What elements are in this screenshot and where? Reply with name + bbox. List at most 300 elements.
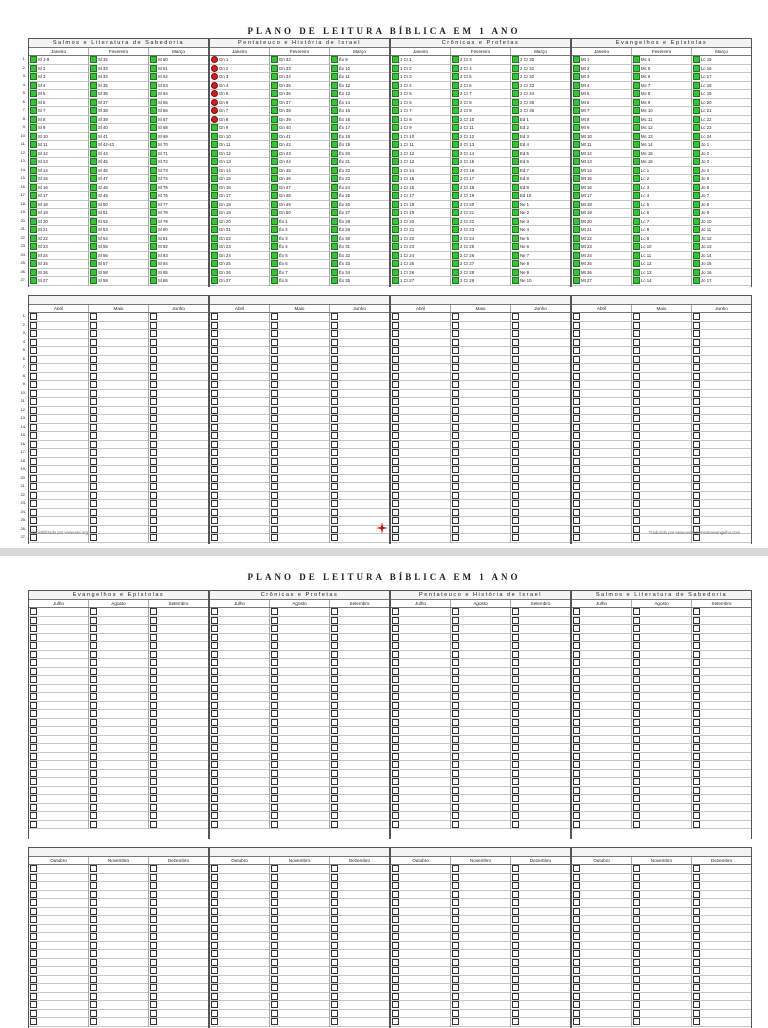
reading-cell[interactable] [210,65,269,74]
reading-cell[interactable] [330,184,389,193]
checkbox-icon[interactable] [573,192,580,199]
reading-cell[interactable] [270,226,329,235]
checkbox-icon[interactable] [452,201,459,208]
reading-cell[interactable] [89,625,148,634]
checkbox-icon[interactable] [512,339,519,346]
reading-cell[interactable] [391,373,450,382]
checkbox-icon[interactable] [331,608,338,615]
reading-cell[interactable] [29,976,88,985]
reading-cell[interactable] [451,770,510,779]
checkbox-icon[interactable] [452,659,459,666]
reading-cell[interactable] [692,821,751,830]
checkbox-icon[interactable] [150,277,157,284]
checkbox-icon[interactable] [452,916,459,923]
reading-cell[interactable] [692,107,751,116]
checkbox-icon[interactable] [392,693,399,700]
checkbox-icon[interactable] [452,804,459,811]
checkbox-icon[interactable] [30,90,37,97]
checkbox-icon[interactable] [331,492,338,499]
checkbox-icon[interactable] [392,209,399,216]
checkbox-icon[interactable] [30,243,37,250]
reading-cell[interactable] [391,339,450,348]
reading-cell[interactable] [29,651,88,660]
checkbox-icon[interactable] [392,184,399,191]
reading-cell[interactable] [572,659,631,668]
reading-cell[interactable] [89,269,148,278]
reading-cell[interactable] [511,753,570,762]
checkbox-icon[interactable] [573,235,580,242]
reading-cell[interactable] [391,184,450,193]
checkbox-icon[interactable] [512,500,519,507]
reading-cell[interactable] [330,107,389,116]
checkbox-icon[interactable] [271,158,278,165]
reading-cell[interactable] [692,617,751,626]
reading-cell[interactable] [89,99,148,108]
reading-cell[interactable] [511,727,570,736]
reading-cell[interactable] [572,269,631,278]
reading-cell[interactable] [330,950,389,959]
reading-cell[interactable] [149,795,208,804]
reading-cell[interactable] [632,277,691,286]
reading-cell[interactable] [632,313,691,322]
checkbox-icon[interactable] [693,659,700,666]
reading-cell[interactable] [29,133,88,142]
reading-cell[interactable] [29,175,88,184]
reading-cell[interactable] [210,347,269,356]
checkbox-icon[interactable] [693,322,700,329]
reading-cell[interactable] [391,441,450,450]
checkbox-icon[interactable] [452,865,459,872]
reading-cell[interactable] [270,347,329,356]
reading-cell[interactable] [330,116,389,125]
reading-cell[interactable] [391,107,450,116]
checkbox-icon[interactable] [150,339,157,346]
reading-cell[interactable] [210,424,269,433]
reading-cell[interactable] [572,976,631,985]
reading-cell[interactable] [330,133,389,142]
checkbox-icon[interactable] [392,959,399,966]
reading-cell[interactable] [270,925,329,934]
checkbox-icon[interactable] [693,218,700,225]
reading-cell[interactable] [451,167,510,176]
reading-cell[interactable] [330,269,389,278]
reading-cell[interactable] [692,381,751,390]
reading-cell[interactable] [89,243,148,252]
checkbox-icon[interactable] [512,175,519,182]
reading-cell[interactable] [391,891,450,900]
reading-cell[interactable] [89,65,148,74]
checkbox-icon[interactable] [211,339,218,346]
checkbox-icon[interactable] [331,693,338,700]
checkbox-icon[interactable] [573,158,580,165]
reading-cell[interactable] [391,492,450,501]
checkbox-icon[interactable] [211,82,218,89]
checkbox-icon[interactable] [512,56,519,63]
reading-cell[interactable] [632,1018,691,1027]
checkbox-icon[interactable] [573,685,580,692]
checkbox-icon[interactable] [573,322,580,329]
checkbox-icon[interactable] [150,133,157,140]
checkbox-icon[interactable] [30,1018,37,1025]
checkbox-icon[interactable] [452,277,459,284]
reading-cell[interactable] [149,959,208,968]
reading-cell[interactable] [632,804,691,813]
reading-cell[interactable] [511,534,570,543]
reading-cell[interactable] [511,1010,570,1019]
reading-cell[interactable] [511,509,570,518]
reading-cell[interactable] [572,882,631,891]
reading-cell[interactable] [451,753,510,762]
reading-cell[interactable] [29,235,88,244]
reading-cell[interactable] [210,908,269,917]
checkbox-icon[interactable] [271,398,278,405]
reading-cell[interactable] [451,218,510,227]
reading-cell[interactable] [29,625,88,634]
checkbox-icon[interactable] [693,702,700,709]
reading-cell[interactable] [572,150,631,159]
reading-cell[interactable] [270,967,329,976]
reading-cell[interactable] [210,959,269,968]
checkbox-icon[interactable] [392,475,399,482]
reading-cell[interactable] [511,167,570,176]
checkbox-icon[interactable] [211,634,218,641]
reading-cell[interactable] [692,608,751,617]
checkbox-icon[interactable] [452,252,459,259]
reading-cell[interactable] [692,407,751,416]
checkbox-icon[interactable] [90,235,97,242]
checkbox-icon[interactable] [211,124,218,131]
checkbox-icon[interactable] [693,150,700,157]
checkbox-icon[interactable] [693,1010,700,1017]
checkbox-icon[interactable] [150,534,157,541]
checkbox-icon[interactable] [271,976,278,983]
reading-cell[interactable] [692,976,751,985]
checkbox-icon[interactable] [90,993,97,1000]
checkbox-icon[interactable] [512,693,519,700]
checkbox-icon[interactable] [693,226,700,233]
reading-cell[interactable] [270,141,329,150]
checkbox-icon[interactable] [150,925,157,932]
checkbox-icon[interactable] [452,492,459,499]
reading-cell[interactable] [330,356,389,365]
checkbox-icon[interactable] [271,424,278,431]
checkbox-icon[interactable] [271,517,278,524]
checkbox-icon[interactable] [633,133,640,140]
reading-cell[interactable] [149,925,208,934]
reading-cell[interactable] [89,778,148,787]
reading-cell[interactable] [572,908,631,917]
reading-cell[interactable] [451,710,510,719]
checkbox-icon[interactable] [633,685,640,692]
reading-cell[interactable] [572,356,631,365]
checkbox-icon[interactable] [211,1001,218,1008]
checkbox-icon[interactable] [30,73,37,80]
checkbox-icon[interactable] [392,865,399,872]
reading-cell[interactable] [89,942,148,951]
reading-cell[interactable] [391,744,450,753]
checkbox-icon[interactable] [150,509,157,516]
reading-cell[interactable] [692,158,751,167]
reading-cell[interactable] [89,184,148,193]
checkbox-icon[interactable] [271,500,278,507]
checkbox-icon[interactable] [693,993,700,1000]
checkbox-icon[interactable] [573,492,580,499]
checkbox-icon[interactable] [512,226,519,233]
checkbox-icon[interactable] [150,330,157,337]
reading-cell[interactable] [149,269,208,278]
reading-cell[interactable] [632,356,691,365]
checkbox-icon[interactable] [331,99,338,106]
checkbox-icon[interactable] [211,517,218,524]
reading-cell[interactable] [511,364,570,373]
reading-cell[interactable] [89,500,148,509]
checkbox-icon[interactable] [30,976,37,983]
reading-cell[interactable] [330,260,389,269]
reading-cell[interactable] [149,942,208,951]
checkbox-icon[interactable] [150,778,157,785]
reading-cell[interactable] [330,736,389,745]
checkbox-icon[interactable] [573,804,580,811]
checkbox-icon[interactable] [573,90,580,97]
reading-cell[interactable] [632,167,691,176]
checkbox-icon[interactable] [211,218,218,225]
reading-cell[interactable] [451,56,510,65]
checkbox-icon[interactable] [452,483,459,490]
checkbox-icon[interactable] [30,625,37,632]
checkbox-icon[interactable] [392,795,399,802]
reading-cell[interactable] [149,226,208,235]
reading-cell[interactable] [89,218,148,227]
reading-cell[interactable] [89,492,148,501]
reading-cell[interactable] [451,390,510,399]
checkbox-icon[interactable] [150,727,157,734]
checkbox-icon[interactable] [211,916,218,923]
reading-cell[interactable] [149,339,208,348]
checkbox-icon[interactable] [633,466,640,473]
checkbox-icon[interactable] [633,226,640,233]
reading-cell[interactable] [29,492,88,501]
checkbox-icon[interactable] [633,617,640,624]
checkbox-icon[interactable] [90,141,97,148]
checkbox-icon[interactable] [150,736,157,743]
checkbox-icon[interactable] [452,509,459,516]
reading-cell[interactable] [572,218,631,227]
reading-cell[interactable] [572,492,631,501]
checkbox-icon[interactable] [211,761,218,768]
reading-cell[interactable] [149,908,208,917]
checkbox-icon[interactable] [512,356,519,363]
checkbox-icon[interactable] [331,1018,338,1025]
checkbox-icon[interactable] [90,373,97,380]
checkbox-icon[interactable] [693,82,700,89]
reading-cell[interactable] [210,899,269,908]
reading-cell[interactable] [511,761,570,770]
reading-cell[interactable] [692,466,751,475]
reading-cell[interactable] [632,1001,691,1010]
checkbox-icon[interactable] [271,322,278,329]
checkbox-icon[interactable] [331,441,338,448]
reading-cell[interactable] [29,381,88,390]
checkbox-icon[interactable] [331,339,338,346]
reading-cell[interactable] [330,90,389,99]
reading-cell[interactable] [451,916,510,925]
checkbox-icon[interactable] [512,1001,519,1008]
checkbox-icon[interactable] [150,158,157,165]
reading-cell[interactable] [210,874,269,883]
checkbox-icon[interactable] [512,736,519,743]
reading-cell[interactable] [330,899,389,908]
reading-cell[interactable] [89,634,148,643]
checkbox-icon[interactable] [452,993,459,1000]
reading-cell[interactable] [692,201,751,210]
reading-cell[interactable] [572,184,631,193]
checkbox-icon[interactable] [90,441,97,448]
reading-cell[interactable] [149,608,208,617]
reading-cell[interactable] [29,252,88,261]
checkbox-icon[interactable] [331,642,338,649]
checkbox-icon[interactable] [452,744,459,751]
checkbox-icon[interactable] [392,201,399,208]
reading-cell[interactable] [451,424,510,433]
reading-cell[interactable] [391,330,450,339]
reading-cell[interactable] [511,710,570,719]
checkbox-icon[interactable] [452,73,459,80]
reading-cell[interactable] [29,184,88,193]
checkbox-icon[interactable] [573,260,580,267]
reading-cell[interactable] [511,908,570,917]
reading-cell[interactable] [391,201,450,210]
checkbox-icon[interactable] [573,167,580,174]
checkbox-icon[interactable] [633,534,640,541]
checkbox-icon[interactable] [90,634,97,641]
checkbox-icon[interactable] [331,874,338,881]
reading-cell[interactable] [511,882,570,891]
reading-cell[interactable] [391,899,450,908]
checkbox-icon[interactable] [271,812,278,819]
reading-cell[interactable] [572,415,631,424]
checkbox-icon[interactable] [150,73,157,80]
reading-cell[interactable] [572,209,631,218]
reading-cell[interactable] [391,364,450,373]
reading-cell[interactable] [572,787,631,796]
reading-cell[interactable] [632,124,691,133]
checkbox-icon[interactable] [452,821,459,828]
reading-cell[interactable] [511,475,570,484]
checkbox-icon[interactable] [392,116,399,123]
reading-cell[interactable] [451,668,510,677]
checkbox-icon[interactable] [150,56,157,63]
reading-cell[interactable] [89,330,148,339]
checkbox-icon[interactable] [211,167,218,174]
checkbox-icon[interactable] [573,517,580,524]
checkbox-icon[interactable] [331,685,338,692]
reading-cell[interactable] [210,277,269,286]
checkbox-icon[interactable] [392,492,399,499]
checkbox-icon[interactable] [30,517,37,524]
checkbox-icon[interactable] [211,778,218,785]
reading-cell[interactable] [149,727,208,736]
reading-cell[interactable] [572,534,631,543]
reading-cell[interactable] [330,277,389,286]
reading-cell[interactable] [692,373,751,382]
checkbox-icon[interactable] [90,65,97,72]
checkbox-icon[interactable] [150,65,157,72]
checkbox-icon[interactable] [331,226,338,233]
checkbox-icon[interactable] [693,753,700,760]
checkbox-icon[interactable] [633,475,640,482]
checkbox-icon[interactable] [693,984,700,991]
reading-cell[interactable] [692,150,751,159]
reading-cell[interactable] [149,209,208,218]
reading-cell[interactable] [270,651,329,660]
reading-cell[interactable] [391,517,450,526]
reading-cell[interactable] [29,534,88,543]
checkbox-icon[interactable] [693,56,700,63]
reading-cell[interactable] [89,373,148,382]
reading-cell[interactable] [451,642,510,651]
reading-cell[interactable] [511,124,570,133]
reading-cell[interactable] [511,744,570,753]
reading-cell[interactable] [632,243,691,252]
reading-cell[interactable] [511,702,570,711]
checkbox-icon[interactable] [90,787,97,794]
reading-cell[interactable] [270,415,329,424]
checkbox-icon[interactable] [331,73,338,80]
reading-cell[interactable] [451,158,510,167]
checkbox-icon[interactable] [271,761,278,768]
checkbox-icon[interactable] [150,899,157,906]
checkbox-icon[interactable] [573,243,580,250]
checkbox-icon[interactable] [30,500,37,507]
checkbox-icon[interactable] [211,925,218,932]
reading-cell[interactable] [391,209,450,218]
checkbox-icon[interactable] [512,967,519,974]
checkbox-icon[interactable] [30,424,37,431]
checkbox-icon[interactable] [150,458,157,465]
checkbox-icon[interactable] [30,959,37,966]
reading-cell[interactable] [29,727,88,736]
reading-cell[interactable] [89,347,148,356]
reading-cell[interactable] [270,133,329,142]
reading-cell[interactable] [451,107,510,116]
reading-cell[interactable] [210,201,269,210]
checkbox-icon[interactable] [693,124,700,131]
checkbox-icon[interactable] [512,398,519,405]
reading-cell[interactable] [632,812,691,821]
checkbox-icon[interactable] [693,651,700,658]
checkbox-icon[interactable] [331,466,338,473]
reading-cell[interactable] [692,899,751,908]
reading-cell[interactable] [692,761,751,770]
checkbox-icon[interactable] [633,107,640,114]
reading-cell[interactable] [692,133,751,142]
reading-cell[interactable] [89,364,148,373]
checkbox-icon[interactable] [90,719,97,726]
checkbox-icon[interactable] [573,407,580,414]
reading-cell[interactable] [270,710,329,719]
reading-cell[interactable] [270,356,329,365]
checkbox-icon[interactable] [392,753,399,760]
checkbox-icon[interactable] [633,753,640,760]
checkbox-icon[interactable] [271,192,278,199]
checkbox-icon[interactable] [452,82,459,89]
checkbox-icon[interactable] [512,441,519,448]
reading-cell[interactable] [270,874,329,883]
reading-cell[interactable] [29,483,88,492]
checkbox-icon[interactable] [331,753,338,760]
checkbox-icon[interactable] [211,158,218,165]
checkbox-icon[interactable] [90,322,97,329]
